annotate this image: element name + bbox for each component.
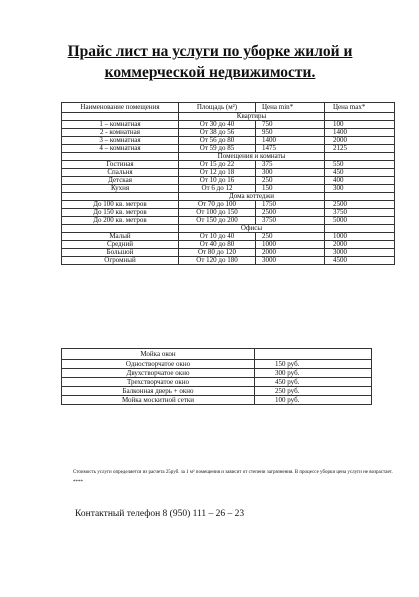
cell-area: От 100 до 150 (179, 209, 256, 217)
section-blank (325, 113, 395, 121)
title-line-1: Прайс лист на услуги по уборке жилой и (67, 43, 353, 60)
cell-max-price: 2125 (325, 145, 395, 153)
cell-min-price: 3750 (256, 217, 325, 225)
cell-name: Спальня (62, 169, 179, 177)
cell-area: От 12 до 18 (179, 169, 256, 177)
cell-name: До 100 кв. метров (62, 201, 179, 209)
cell-name: Кухня (62, 185, 179, 193)
table-row (62, 396, 372, 405)
cell-min-price: 750 (256, 121, 325, 129)
section-row (62, 113, 395, 121)
section-row (62, 225, 395, 233)
cell-min-price: 1475 (256, 145, 325, 153)
window-cleaning-table (61, 348, 372, 405)
cell-min-price: 950 (256, 129, 325, 137)
cell-max-price: 3750 (325, 209, 395, 217)
window-service-name: Мойка москитной сетки (62, 396, 255, 405)
window-service-name: Двухстворчатое окно (62, 369, 255, 378)
table-row (62, 369, 372, 378)
table-row (62, 241, 395, 249)
table-row (62, 137, 395, 145)
header-cell-max-price: Цена max* (325, 103, 395, 113)
table-row (62, 161, 395, 169)
header-cell-min-price: Цена min* (256, 103, 325, 113)
cell-max-price: 100 (325, 121, 395, 129)
cell-area: От 6 до 12 (179, 185, 256, 193)
cell-area: От 150 до 200 (179, 217, 256, 225)
table-row (62, 387, 372, 396)
cell-name: До 200 кв. метров (62, 217, 179, 225)
cell-area: От 80 до 120 (179, 249, 256, 257)
table-row (62, 217, 395, 225)
cell-min-price: 300 (256, 169, 325, 177)
cell-area: От 10 до 16 (179, 177, 256, 185)
cell-max-price: 3000 (325, 249, 395, 257)
price-table-body (62, 103, 395, 265)
cell-name: Детская (62, 177, 179, 185)
section-blank (62, 193, 179, 201)
page-title (40, 41, 380, 83)
window-service-name: Балконная дверь + окно (62, 387, 255, 396)
cell-max-price: 5000 (325, 217, 395, 225)
window-service-price: 100 руб. (255, 396, 372, 405)
cell-max-price: 300 (325, 185, 395, 193)
cell-min-price: 150 (256, 185, 325, 193)
cell-name: Средний (62, 241, 179, 249)
section-blank (62, 113, 179, 121)
price-table-header-row (62, 103, 395, 113)
header-cell-name: Наименование помещения (62, 103, 179, 113)
table-row (62, 233, 395, 241)
cell-min-price: 375 (256, 161, 325, 169)
window-service-price: 150 руб. (255, 360, 372, 369)
header-cell-area: Площадь (м²) (179, 103, 256, 113)
section-heading: Дома коттеджи (179, 193, 325, 201)
cell-min-price: 2000 (256, 249, 325, 257)
table-row (62, 169, 395, 177)
table-row (62, 257, 395, 265)
section-heading: Помещения и комнаты (179, 153, 325, 161)
cell-area: От 70 до 100 (179, 201, 256, 209)
price-table (61, 102, 395, 265)
table-row (62, 201, 395, 209)
cell-name: 2 - комнатная (62, 129, 179, 137)
cell-area: От 30 до 40 (179, 121, 256, 129)
table-row (62, 129, 395, 137)
cell-min-price: 1750 (256, 201, 325, 209)
cell-name: Огромный (62, 257, 179, 265)
cell-name: Гостиная (62, 161, 179, 169)
cell-min-price: 3000 (256, 257, 325, 265)
window-table-header-blank (255, 349, 372, 360)
table-row (62, 209, 395, 217)
cell-max-price: 2000 (325, 241, 395, 249)
cell-max-price: 2000 (325, 137, 395, 145)
cell-name: Малый (62, 233, 179, 241)
window-service-name: Трехстворчатое окно (62, 378, 255, 387)
cell-name: 3 – комнатная (62, 137, 179, 145)
section-row (62, 153, 395, 161)
pricing-note: Стоимость услуги определяется из расчета 25руб. за 1 м² помещения и зависит от степени загрязнения. В процессе уборки цена услуги не возрастает. **** (73, 470, 393, 485)
section-heading: Квартиры (179, 113, 325, 121)
cell-area: От 10 до 40 (179, 233, 256, 241)
window-table-body (62, 349, 372, 405)
cell-min-price: 1400 (256, 137, 325, 145)
cell-name: 4 – комнатная (62, 145, 179, 153)
cell-area: От 40 до 80 (179, 241, 256, 249)
cell-max-price: 400 (325, 177, 395, 185)
window-service-name: Одностворчатое окно (62, 360, 255, 369)
table-row (62, 360, 372, 369)
cell-name: До 150 кв. метров (62, 209, 179, 217)
section-blank (325, 225, 395, 233)
table-row (62, 177, 395, 185)
table-row (62, 249, 395, 257)
window-service-price: 250 руб. (255, 387, 372, 396)
cell-max-price: 550 (325, 161, 395, 169)
section-blank (325, 193, 395, 201)
window-service-price: 450 руб. (255, 378, 372, 387)
section-row (62, 193, 395, 201)
cell-max-price: 1000 (325, 233, 395, 241)
cell-area: От 56 до 80 (179, 137, 256, 145)
cell-max-price: 4500 (325, 257, 395, 265)
title-line-2: коммерческой недвижимости. (104, 64, 316, 81)
section-blank (62, 153, 179, 161)
cell-name: Большой (62, 249, 179, 257)
cell-max-price: 2500 (325, 201, 395, 209)
window-table-header: Мойка окон (62, 349, 255, 360)
cell-area: От 120 до 180 (179, 257, 256, 265)
section-blank (62, 225, 179, 233)
table-row (62, 185, 395, 193)
window-table-header-row (62, 349, 372, 360)
cell-min-price: 2500 (256, 209, 325, 217)
cell-min-price: 1000 (256, 241, 325, 249)
cell-area: От 38 до 56 (179, 129, 256, 137)
cell-max-price: 450 (325, 169, 395, 177)
cell-name: 1 – комнатная (62, 121, 179, 129)
window-service-price: 300 руб. (255, 369, 372, 378)
section-blank (325, 153, 395, 161)
cell-area: От 15 до 22 (179, 161, 256, 169)
contact-phone: Контактный телефон 8 (950) 111 – 26 – 23 (75, 509, 245, 519)
table-row (62, 145, 395, 153)
cell-area: От 59 до 85 (179, 145, 256, 153)
cell-min-price: 250 (256, 233, 325, 241)
table-row (62, 378, 372, 387)
cell-max-price: 1400 (325, 129, 395, 137)
section-heading: Офисы (179, 225, 325, 233)
cell-min-price: 250 (256, 177, 325, 185)
table-row (62, 121, 395, 129)
